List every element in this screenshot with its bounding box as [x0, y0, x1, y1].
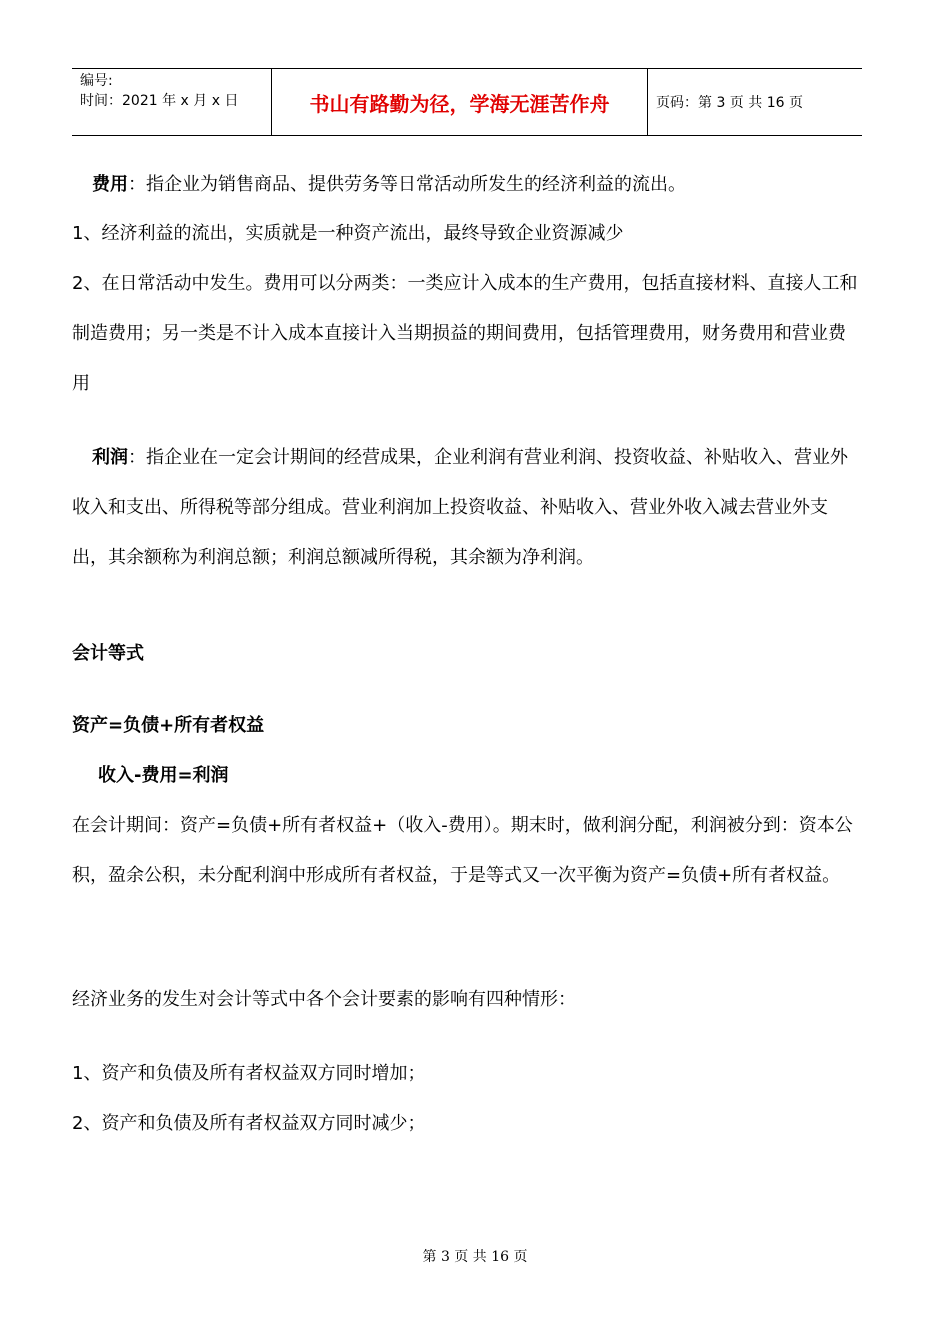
expense-point-1: 1、经济利益的流出，实质就是一种资产流出，最终导致企业资源减少 — [72, 223, 624, 244]
header-motto: 书山有路勤为径，学海无涯苦作舟 — [272, 69, 648, 135]
equation-profit: 收入-费用=利润 — [98, 765, 229, 786]
case-2: 2、资产和负债及所有者权益双方同时减少； — [72, 1113, 426, 1134]
case-1: 1、资产和负债及所有者权益双方同时增加； — [72, 1063, 426, 1084]
expense-term: 费用 — [92, 174, 128, 195]
expense-def-text: ：指企业为销售商品、提供劳务等日常活动所发生的经济利益的流出。 — [128, 174, 686, 195]
footer-page-number: 第 3 页 共 16 页 — [422, 1249, 528, 1265]
profit-term: 利润 — [92, 447, 128, 468]
header-time-label: 时间：2021 年 x 月 x 日 — [80, 93, 239, 109]
expense-point-2: 2、在日常活动中发生。费用可以分两类：一类应计入成本的生产费用，包括直接材料、直接人工和制造费用；另一类是不计入成本直接计入当期损益的期间费用，包括管理费用，财务费用和营业费用 — [72, 273, 858, 394]
page-footer — [0, 1246, 950, 1266]
cases-intro: 经济业务的发生对会计等式中各个会计要素的影响有四种情形： — [72, 989, 576, 1010]
header-number-label: 编号: — [80, 73, 113, 89]
equation-explanation: 在会计期间：资产=负债+所有者权益+（收入-费用）。期末时，做利润分配，利润被分到：资本公积，盈余公积，未分配利润中形成所有者权益，于是等式又一次平衡为资产=负债+所有者权益。 — [72, 815, 853, 886]
profit-definition — [72, 433, 862, 583]
header-meta — [72, 69, 272, 135]
expense-definition — [72, 160, 862, 210]
equation-heading: 会计等式 — [72, 643, 144, 664]
profit-def-text: ：指企业在一定会计期间的经营成果，企业利润有营业利润、投资收益、补贴收入、营业外收入和支出、所得税等部分组成。营业利润加上投资收益、补贴收入、营业外收入减去营业外支出，其余额称为利润总额；利润总额减所得税，其余额为净利润。 — [72, 447, 848, 568]
equation-assets: 资产=负债+所有者权益 — [72, 715, 265, 736]
header-page-info: 页码：第 3 页 共 16 页 — [656, 95, 803, 111]
page-header — [72, 68, 862, 136]
